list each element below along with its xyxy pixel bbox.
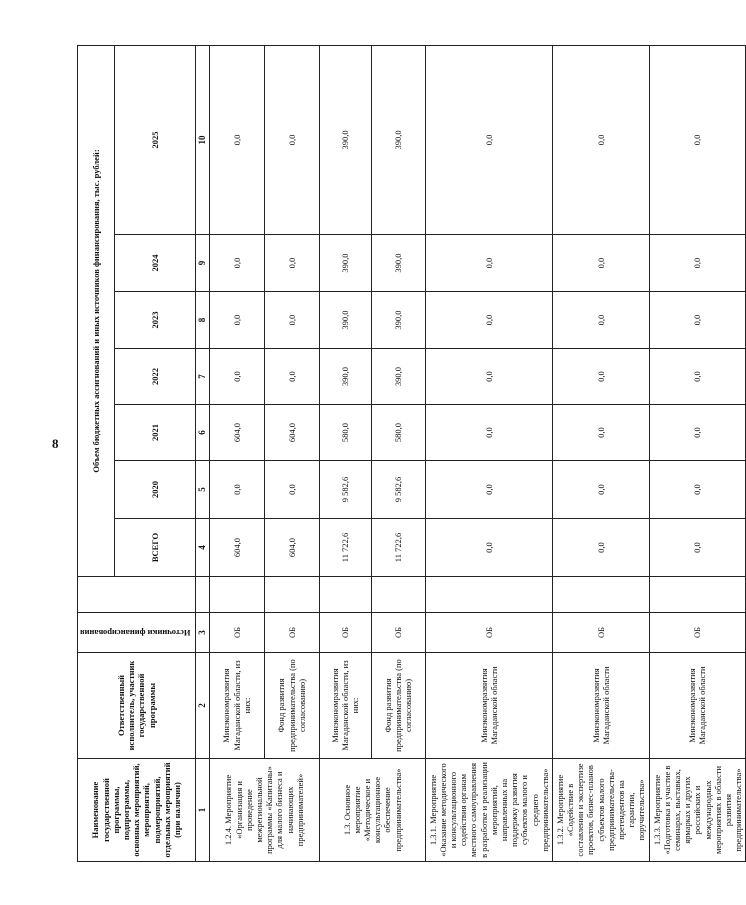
row-value-2024: 0,0 xyxy=(649,235,746,292)
header-year-2020: 2020 xyxy=(114,461,195,519)
column-number: 10 xyxy=(195,45,209,234)
row-total: 604,0 xyxy=(264,519,319,577)
header-year-2024: 2024 xyxy=(114,235,195,292)
row-source: ОБ xyxy=(209,613,264,653)
row-executor: Минэкономразвития Магаданской области, из них: xyxy=(209,653,264,759)
row-name: 1.3.3. Мероприятие «Подготовка и участие в семинарах, выставках, ярмарках и других российских и международных мероприятиях в области развития предпринимательства» xyxy=(649,759,746,862)
row-total: 604,0 xyxy=(209,519,264,577)
row-value-2022: 390,0 xyxy=(371,349,425,405)
row-value-2023: 390,0 xyxy=(319,292,371,349)
header-budget: Объем бюджетных ассигнований и иных источников финансирования, тыс. рублей: xyxy=(78,45,115,576)
table-row xyxy=(209,45,264,861)
row-value-2021: 580,0 xyxy=(319,405,371,461)
row-value-2021: 604,0 xyxy=(209,405,264,461)
table-row xyxy=(319,45,371,861)
header-source-cell xyxy=(78,613,196,653)
row-total: 0,0 xyxy=(552,519,649,577)
row-name: 1.3. Основное мероприятие «Методическое и консультационное обеспечение предпринимательства» xyxy=(319,759,425,862)
column-number: 3 xyxy=(195,613,209,653)
row-name: 1.3.2. Мероприятие «Содействие в составлении и экспертизе проектов, бизнес-планов субъектов малого предпринимательства-претендентов на гарантии, поручительства» xyxy=(552,759,649,862)
header-name: Наименование государственной программы, подпрограммы, основных мероприятий, мероприятий, подмероприятий, отдельных мероприятий (при наличии) xyxy=(78,759,196,862)
row-value-2024: 390,0 xyxy=(371,235,425,292)
column-number: 7 xyxy=(195,349,209,405)
column-number-empty xyxy=(195,577,209,613)
row-name: 1.3.1. Мероприятие «Оказание методического и консультационного содействия органам местного самоуправления в разработке и реализации мероприятий, направленных на поддержку развития субъектов малого и среднего предпринимательства» xyxy=(425,759,552,862)
row-value-2020: 0,0 xyxy=(209,461,264,519)
row-source: ОБ xyxy=(319,613,371,653)
row-value-2021: 0,0 xyxy=(649,405,746,461)
row-value-2024: 0,0 xyxy=(209,235,264,292)
table-row xyxy=(649,45,746,861)
row-total: 0,0 xyxy=(425,519,552,577)
header-year-2021: 2021 xyxy=(114,405,195,461)
row-value-2023: 0,0 xyxy=(264,292,319,349)
column-number: 1 xyxy=(195,759,209,862)
row-name: 1.2.4. Мероприятие «Организация и проведение межрегиональной программы «Капитаны» для малого бизнеса и начинающих предпринимателей» xyxy=(209,759,319,862)
row-source: ОБ xyxy=(371,613,425,653)
row-value-2023: 0,0 xyxy=(209,292,264,349)
row-value-2023: 0,0 xyxy=(649,292,746,349)
row-value-2022: 0,0 xyxy=(425,349,552,405)
row-value-2021: 0,0 xyxy=(552,405,649,461)
column-number: 2 xyxy=(195,653,209,759)
row-value-2025: 0,0 xyxy=(209,45,264,234)
column-number: 9 xyxy=(195,235,209,292)
row-value-2023: 390,0 xyxy=(371,292,425,349)
row-value-2022: 0,0 xyxy=(209,349,264,405)
row-value-2022: 0,0 xyxy=(264,349,319,405)
row-total: 11 722,6 xyxy=(371,519,425,577)
header-year-2022: 2022 xyxy=(114,349,195,405)
row-value-2021: 580,0 xyxy=(371,405,425,461)
row-executor: Минэкономразвития Магаданской области xyxy=(552,653,649,759)
row-value-2025: 390,0 xyxy=(319,45,371,234)
header-total: ВСЕГО xyxy=(114,519,195,577)
row-value-2021: 604,0 xyxy=(264,405,319,461)
header-year-2025: 2025 xyxy=(114,45,195,234)
row-executor: Фонд развития предпринимательства (по согласованию) xyxy=(371,653,425,759)
page-number: 8 xyxy=(52,436,59,451)
row-total: 0,0 xyxy=(649,519,746,577)
row-value-2024: 390,0 xyxy=(319,235,371,292)
header-executor: Ответственный исполнитель, участник государственной программы xyxy=(78,653,196,759)
row-value-2025: 0,0 xyxy=(425,45,552,234)
row-source: ОБ xyxy=(552,613,649,653)
row-value-2023: 0,0 xyxy=(552,292,649,349)
row-value-2024: 0,0 xyxy=(552,235,649,292)
column-number: 6 xyxy=(195,405,209,461)
row-value-2020: 0,0 xyxy=(552,461,649,519)
header-source: Источники финансирования xyxy=(80,627,191,638)
row-value-2025: 390,0 xyxy=(371,45,425,234)
row-value-2022: 0,0 xyxy=(649,349,746,405)
column-number: 5 xyxy=(195,461,209,519)
row-value-2021: 0,0 xyxy=(425,405,552,461)
table-row xyxy=(264,45,319,861)
row-executor: Фонд развития предпринимательства (по согласованию) xyxy=(264,653,319,759)
row-total: 11 722,6 xyxy=(319,519,371,577)
table-row xyxy=(371,45,425,861)
row-value-2023: 0,0 xyxy=(425,292,552,349)
row-value-2025: 0,0 xyxy=(649,45,746,234)
row-value-2024: 0,0 xyxy=(264,235,319,292)
row-executor: Минэкономразвития Магаданской области xyxy=(649,653,746,759)
column-number: 4 xyxy=(195,519,209,577)
column-number: 8 xyxy=(195,292,209,349)
row-source: ОБ xyxy=(425,613,552,653)
budget-table-rotated xyxy=(77,46,744,862)
row-value-2020: 0,0 xyxy=(649,461,746,519)
budget-table xyxy=(77,45,746,862)
header-empty-col xyxy=(78,577,196,613)
row-value-2020: 0,0 xyxy=(264,461,319,519)
header-year-2023: 2023 xyxy=(114,292,195,349)
row-source: ОБ xyxy=(649,613,746,653)
row-value-2020: 0,0 xyxy=(425,461,552,519)
row-value-2024: 0,0 xyxy=(425,235,552,292)
row-executor: Минэкономразвития Магаданской области, из них: xyxy=(319,653,371,759)
row-value-2025: 0,0 xyxy=(264,45,319,234)
row-value-2025: 0,0 xyxy=(552,45,649,234)
row-value-2022: 0,0 xyxy=(552,349,649,405)
row-source: ОБ xyxy=(264,613,319,653)
row-executor: Минэкономразвития Магаданской области xyxy=(425,653,552,759)
table-row xyxy=(425,45,552,861)
row-value-2022: 390,0 xyxy=(319,349,371,405)
row-value-2020: 9 582,6 xyxy=(371,461,425,519)
row-value-2020: 9 582,6 xyxy=(319,461,371,519)
table-row xyxy=(552,45,649,861)
